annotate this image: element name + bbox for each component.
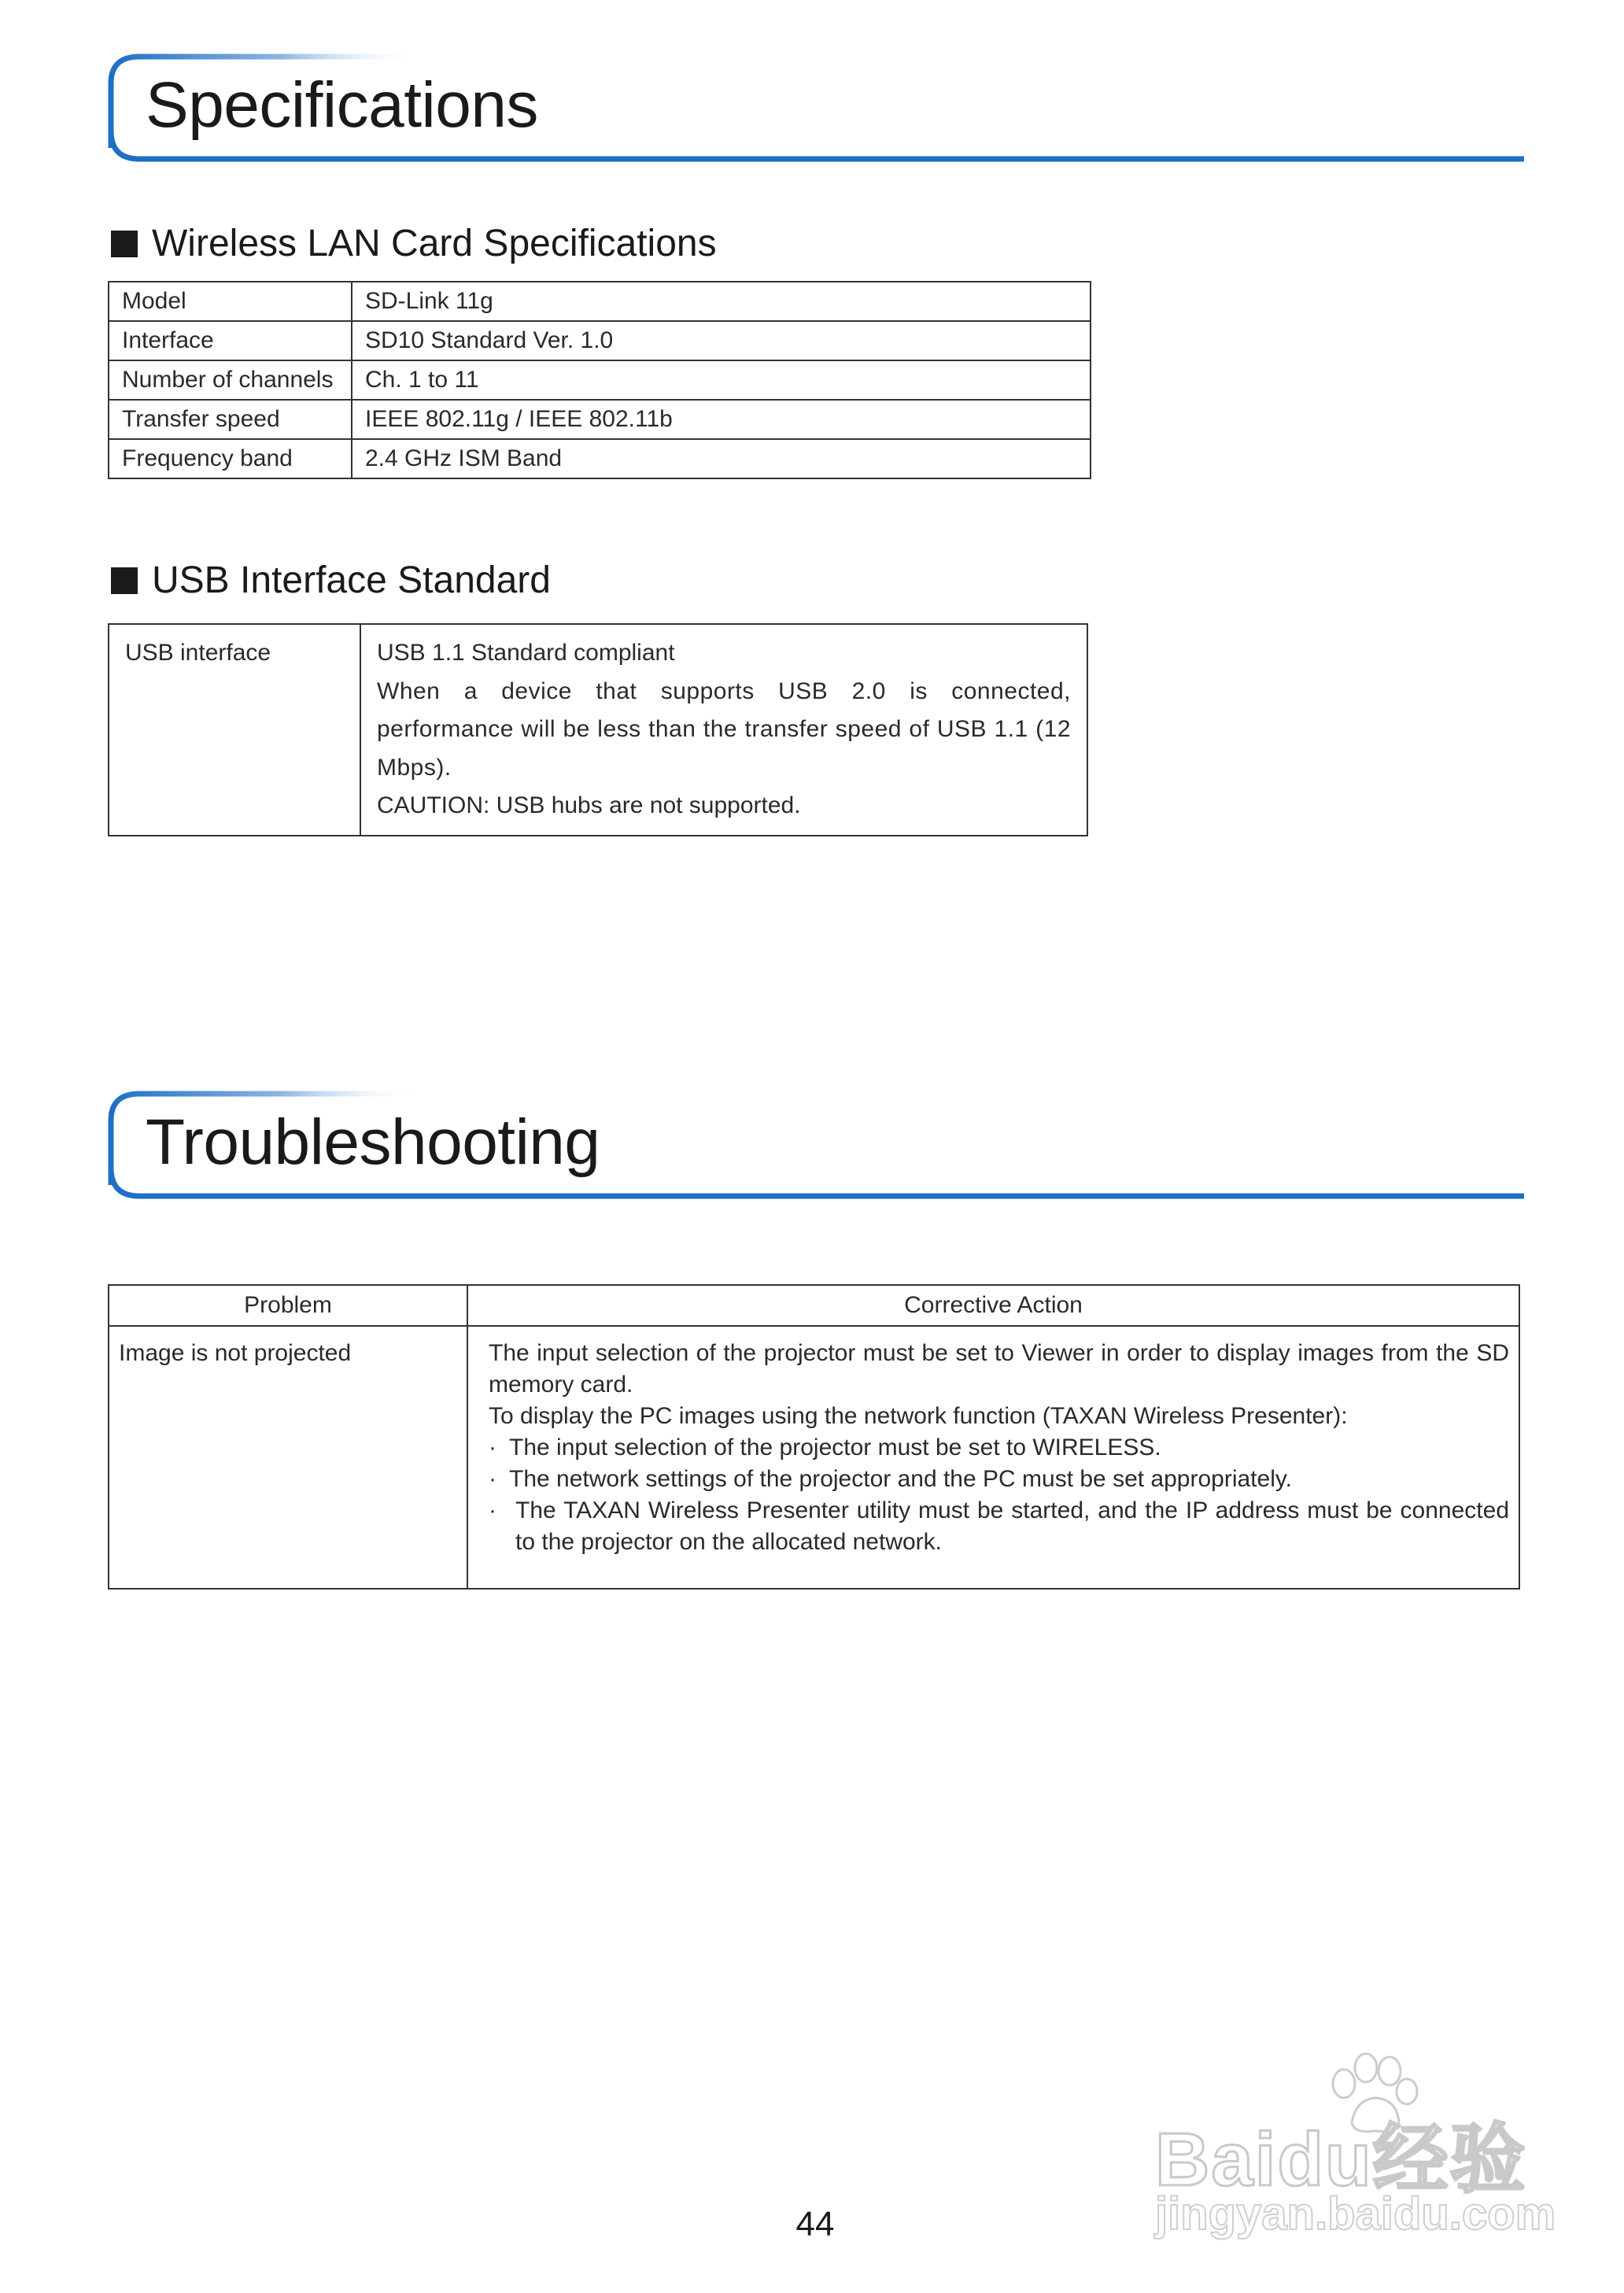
- page-title-specifications: Specifications: [146, 69, 538, 141]
- wireless-lan-heading-text: Wireless LAN Card Specifications: [152, 223, 717, 264]
- table-row: [109, 400, 1091, 439]
- troubleshooting-table: [108, 1284, 1520, 1590]
- spec-value: IEEE 802.11g / IEEE 802.11b: [352, 400, 1091, 439]
- specifications-header: [108, 52, 1524, 162]
- problem-cell: Image is not projected: [109, 1326, 467, 1589]
- spec-value: Ch. 1 to 11: [352, 360, 1091, 400]
- usb-interface-heading: [111, 559, 551, 602]
- action-paragraph: To display the PC images using the network function (TAXAN Wireless Presenter):: [489, 1403, 1348, 1429]
- usb-description: [360, 624, 1087, 836]
- page-number: 44: [795, 2205, 835, 2243]
- table-row: [109, 321, 1091, 360]
- spec-value: SD-Link 11g: [352, 282, 1091, 321]
- spec-label: Number of channels: [109, 360, 352, 400]
- usb-interface-table: [108, 623, 1088, 836]
- wireless-lan-heading: [111, 222, 717, 265]
- watermark-url-text: jingyan.baidu.com: [1155, 2188, 1556, 2239]
- table-row: [109, 1326, 1519, 1589]
- spec-label: Transfer speed: [109, 400, 352, 439]
- bullet-text: The TAXAN Wireless Presenter utility must be started, and the IP address must be connected to the projector on the allocated network.: [515, 1497, 1509, 1555]
- spec-value: SD10 Standard Ver. 1.0: [352, 321, 1091, 360]
- usb-label: USB interface: [109, 624, 360, 836]
- baidu-watermark: [1155, 2052, 1556, 2241]
- column-header-problem: Problem: [109, 1285, 467, 1326]
- usb-line-performance: When a device that supports USB 2.0 is connected, performance will be less than the transfer speed of USB 1.1 (12 Mbps).: [377, 678, 1071, 781]
- spec-label: Interface: [109, 321, 352, 360]
- table-header-row: [109, 1285, 1519, 1326]
- heading-square-icon: [111, 567, 138, 594]
- page-title-troubleshooting: Troubleshooting: [146, 1106, 600, 1178]
- table-row: [109, 282, 1091, 321]
- heading-square-icon: [111, 231, 138, 257]
- usb-line-standard: USB 1.1 Standard compliant: [377, 640, 675, 666]
- wireless-lan-spec-table: [108, 281, 1091, 479]
- watermark-logo-text: Baidu经验: [1155, 2118, 1527, 2202]
- action-bullet: [489, 1464, 1509, 1495]
- bullet-text: The network settings of the projector and the PC must be set appropriately.: [509, 1466, 1292, 1492]
- table-row: [109, 624, 1087, 836]
- action-bullet: [489, 1432, 1509, 1464]
- table-row: [109, 360, 1091, 400]
- column-header-corrective-action: Corrective Action: [467, 1285, 1519, 1326]
- spec-label: Model: [109, 282, 352, 321]
- action-paragraph: The input selection of the projector must be set to Viewer in order to display images from the SD memory card.: [489, 1340, 1509, 1398]
- troubleshooting-header: [108, 1089, 1524, 1199]
- bullet-text: The input selection of the projector must be set to WIRELESS.: [509, 1435, 1161, 1460]
- action-bullet: [489, 1495, 1509, 1558]
- bullet-dot-icon: ·: [489, 1497, 496, 1523]
- bullet-dot-icon: ·: [489, 1466, 496, 1492]
- table-row: [109, 439, 1091, 478]
- spec-label: Frequency band: [109, 439, 352, 478]
- spec-value: 2.4 GHz ISM Band: [352, 439, 1091, 478]
- usb-line-caution: CAUTION: USB hubs are not supported.: [377, 792, 801, 818]
- corrective-action-cell: [467, 1326, 1519, 1589]
- usb-interface-heading-text: USB Interface Standard: [152, 559, 551, 601]
- bullet-dot-icon: ·: [489, 1435, 496, 1460]
